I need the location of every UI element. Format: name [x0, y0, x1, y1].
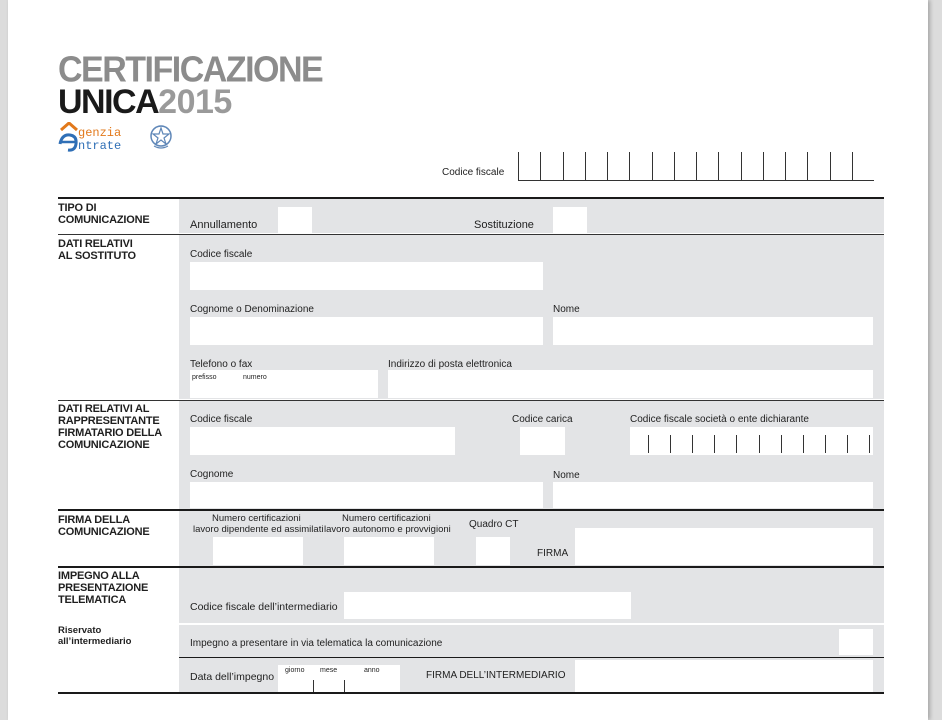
impegno-text: Impegno a presentare in via telematica la comunicazione — [190, 638, 443, 649]
comb-divider — [830, 152, 831, 180]
data-impegno-label: Data dell’impegno — [190, 671, 275, 683]
sost-telefono-input[interactable] — [190, 370, 378, 398]
date-separator — [313, 680, 314, 692]
rapp-cf-societa-label: Codice fiscale società o ente dichiarante — [630, 414, 809, 425]
firma-num-aut-input[interactable] — [344, 537, 434, 565]
firma-num-aut-label-1: Numero certificazioni — [342, 513, 431, 524]
section-sostituto: DATI RELATIVI AL SOSTITUTO — [58, 238, 136, 262]
impegno-checkbox[interactable] — [839, 629, 873, 655]
section-impegno: IMPEGNO ALLA PRESENTAZIONE TELEMATICA — [58, 570, 149, 606]
comb-divider — [674, 152, 675, 180]
sost-cf-label: Codice fiscale — [190, 249, 253, 260]
comb-divider — [736, 435, 737, 453]
emblem-icon — [149, 124, 173, 150]
form-page — [8, 0, 928, 720]
firma-num-aut-label-2: lavoro autonomo e provvigioni — [324, 524, 451, 535]
comb-divider — [629, 152, 630, 180]
section-firma: FIRMA DELLA COMUNICAZIONE — [58, 514, 150, 538]
sost-email-label: Indirizzo di posta elettronica — [388, 359, 512, 370]
cf-intermediario-label: Codice fiscale dell’intermediario — [190, 601, 338, 613]
agenzia-logo — [58, 122, 178, 154]
agenzia-a-icon — [58, 122, 80, 152]
annullamento-label: Annullamento — [190, 219, 258, 231]
sostituzione-checkbox[interactable] — [553, 207, 587, 233]
divider — [179, 657, 884, 658]
data-mese-label: mese — [320, 667, 338, 674]
firma-num-dip-label-1: Numero certificazioni — [212, 513, 301, 524]
firma-quadro-ct-label: Quadro CT — [469, 519, 519, 530]
firma-quadro-ct-checkbox[interactable] — [476, 537, 510, 565]
comb-divider — [607, 152, 608, 180]
sost-prefisso-label: prefisso — [192, 374, 217, 381]
comb-divider — [869, 435, 870, 453]
rapp-cf-societa-input[interactable] — [630, 427, 873, 455]
section-rappresentante: DATI RELATIVI AL RAPPRESENTANTE FIRMATARIO DELLA COMUNICAZIONE — [58, 403, 162, 451]
section-tipo: TIPO DI COMUNICAZIONE — [58, 202, 150, 226]
comb-divider — [847, 435, 848, 453]
comb-divider — [759, 435, 760, 453]
comb-divider — [825, 435, 826, 453]
rapp-cf-label: Codice fiscale — [190, 414, 253, 425]
form-title — [58, 50, 323, 125]
sostituzione-label: Sostituzione — [474, 219, 534, 231]
rapp-codice-carica-input[interactable] — [520, 427, 565, 455]
firma-label: FIRMA — [537, 548, 569, 559]
comb-divider — [540, 152, 541, 180]
cf-intermediario-input[interactable] — [344, 592, 631, 619]
sost-cf-input[interactable] — [190, 262, 543, 290]
data-anno-label: anno — [364, 667, 380, 674]
sost-numero-label: numero — [243, 374, 267, 381]
comb-divider — [741, 152, 742, 180]
rapp-nome-input[interactable] — [553, 482, 873, 508]
sost-nome-label: Nome — [553, 304, 580, 315]
firma-num-dip-label-2: lavoro dipendente ed assimilati — [193, 524, 324, 535]
firma-num-dip-input[interactable] — [213, 537, 303, 565]
divider — [58, 692, 884, 694]
comb-divider — [785, 152, 786, 180]
rapp-nome-label: Nome — [553, 470, 580, 481]
comb-divider — [518, 152, 519, 180]
comb-divider — [852, 152, 853, 180]
header-codice-fiscale-label: Codice fiscale — [442, 167, 505, 178]
rapp-codice-carica-label: Codice carica — [512, 414, 573, 425]
comb-divider — [714, 435, 715, 453]
comb-divider — [670, 435, 671, 453]
data-giorno-label: giorno — [285, 667, 305, 674]
comb-divider — [692, 435, 693, 453]
sost-telefono-label: Telefono o fax — [190, 359, 253, 370]
title-line2: UNICA — [58, 83, 159, 121]
firma-intermediario-input[interactable] — [575, 660, 873, 692]
comb-divider — [652, 152, 653, 180]
rapp-cf-input[interactable] — [190, 427, 455, 455]
logo-line1: genzia — [78, 126, 122, 140]
rapp-cognome-label: Cognome — [190, 469, 234, 480]
firma-intermediario-label: FIRMA DELL’INTERMEDIARIO — [426, 670, 566, 681]
sost-nome-input[interactable] — [553, 317, 873, 345]
firma-input[interactable] — [575, 528, 873, 565]
sost-cognome-label: Cognome o Denominazione — [190, 304, 314, 315]
header-codice-fiscale-input[interactable] — [518, 152, 874, 181]
title-year: 2015 — [158, 83, 232, 121]
title-line1: CERTIFICAZIONE — [58, 50, 323, 90]
date-separator — [344, 680, 345, 692]
riservato-label: Riservato all’intermediario — [58, 625, 132, 647]
comb-divider — [807, 152, 808, 180]
comb-divider — [718, 152, 719, 180]
comb-divider — [803, 435, 804, 453]
logo-line2: ntrate — [78, 139, 122, 153]
comb-divider — [648, 435, 649, 453]
comb-divider — [781, 435, 782, 453]
comb-divider — [763, 152, 764, 180]
sost-cognome-input[interactable] — [190, 317, 543, 345]
comb-divider — [585, 152, 586, 180]
comb-divider — [696, 152, 697, 180]
comb-divider — [563, 152, 564, 180]
annullamento-checkbox[interactable] — [278, 207, 312, 233]
rapp-cognome-input[interactable] — [190, 482, 543, 508]
sost-email-input[interactable] — [388, 370, 873, 398]
divider — [179, 623, 884, 625]
